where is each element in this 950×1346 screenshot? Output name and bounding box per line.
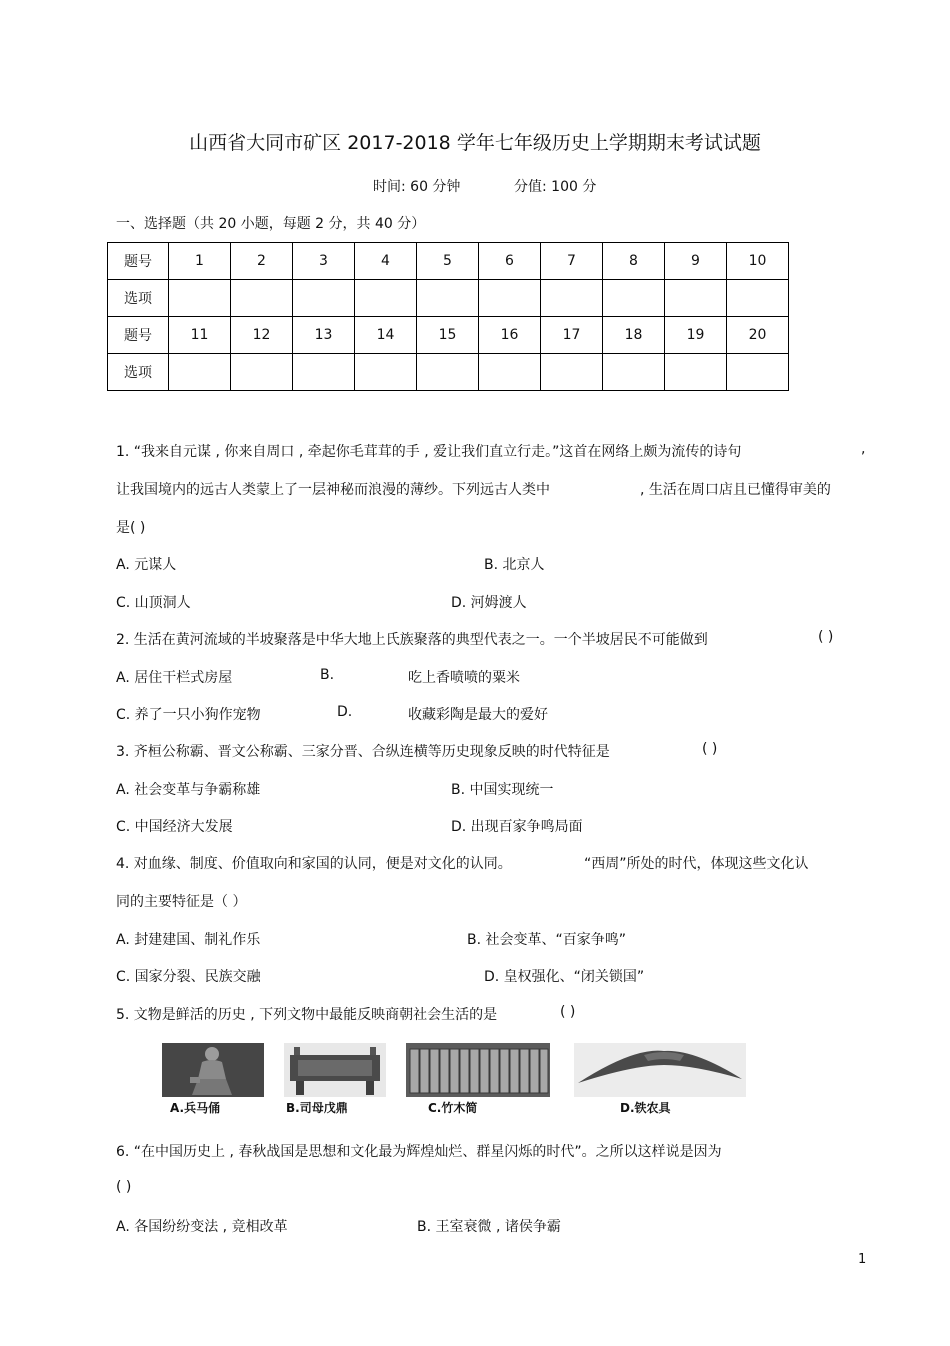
answer-cell[interactable]: [293, 280, 355, 317]
q6-option-b[interactable]: B. 王室衰微 , 诸侯争霸: [417, 1219, 561, 1235]
q3-option-d[interactable]: D. 出现百家争鸣局面: [451, 819, 583, 835]
q2-stem: 2. 生活在黄河流域的半坡聚落是中华大地上氏族聚落的典型代表之一。一个半坡居民不可能做到: [116, 632, 708, 648]
iron-tool-image[interactable]: [574, 1043, 746, 1121]
answer-cell[interactable]: [479, 280, 541, 317]
question-number: 20: [727, 317, 789, 354]
answer-cell[interactable]: [231, 354, 293, 391]
q6-option-a[interactable]: A. 各国纷纷变法 , 竞相改革: [116, 1219, 288, 1235]
question-number: 8: [603, 243, 665, 280]
q1-option-a[interactable]: A. 元谋人: [116, 557, 177, 573]
q2-option-d[interactable]: 收藏彩陶是最大的爱好: [408, 707, 548, 723]
caption-c: C.竹木简: [428, 1101, 478, 1115]
q1-stem-line1-tail: ,: [861, 441, 866, 457]
question-number: 7: [541, 243, 603, 280]
answer-cell[interactable]: [231, 280, 293, 317]
answer-cell[interactable]: [479, 354, 541, 391]
question-number: 10: [727, 243, 789, 280]
table-row: [108, 354, 789, 391]
q4-option-c[interactable]: C. 国家分裂、民族交融: [116, 969, 261, 985]
caption-b: B.司母戊鼎: [286, 1101, 348, 1115]
answer-cell[interactable]: [541, 354, 603, 391]
q2-option-c[interactable]: C. 养了一只小狗作宠物: [116, 707, 261, 723]
q5-answer-paren: ( ): [560, 1004, 576, 1020]
answer-cell[interactable]: [169, 280, 231, 317]
question-number: 13: [293, 317, 355, 354]
answer-cell[interactable]: [603, 354, 665, 391]
answer-cell[interactable]: [355, 354, 417, 391]
q1-stem-line3: 是( ): [116, 520, 146, 536]
question-number: 3: [293, 243, 355, 280]
q1-option-d[interactable]: D. 河姆渡人: [451, 595, 527, 611]
answer-cell[interactable]: [665, 354, 727, 391]
q4-option-d[interactable]: D. 皇权强化、“闭关锁国”: [484, 969, 645, 985]
page-number: 1: [858, 1252, 867, 1267]
row-label: 选项: [108, 354, 169, 391]
q4-stem-line2: 同的主要特征是（ ）: [116, 894, 247, 910]
q1-stem-line2: 让我国境内的远古人类蒙上了一层神秘而浪漫的薄纱。下列远古人类中: [116, 482, 550, 498]
q3-option-a[interactable]: A. 社会变革与争霸称雄: [116, 782, 261, 798]
question-number: 9: [665, 243, 727, 280]
question-number: 17: [541, 317, 603, 354]
q4-option-b[interactable]: B. 社会变革、“百家争鸣”: [467, 932, 627, 948]
artifact-images: [160, 1043, 750, 1121]
q6-answer-paren: ( ): [116, 1179, 132, 1195]
answer-cell[interactable]: [355, 280, 417, 317]
answer-cell[interactable]: [727, 280, 789, 317]
question-number: 19: [665, 317, 727, 354]
terracotta-warrior-image[interactable]: [162, 1043, 264, 1121]
question-number: 16: [479, 317, 541, 354]
answer-cell[interactable]: [603, 280, 665, 317]
caption-a: A.兵马俑: [170, 1101, 221, 1115]
q2-option-b-label[interactable]: B.: [320, 667, 335, 683]
row-label: 题号: [108, 243, 169, 280]
question-number: 18: [603, 317, 665, 354]
q1-stem-line2-tail: , 生活在周口店且已懂得审美的: [640, 482, 831, 498]
answer-cell[interactable]: [727, 354, 789, 391]
q3-stem: 3. 齐桓公称霸、晋文公称霸、三家分晋、合纵连横等历史现象反映的时代特征是: [116, 744, 610, 760]
question-number: 11: [169, 317, 231, 354]
question-number: 2: [231, 243, 293, 280]
caption-d: D.铁农具: [620, 1101, 671, 1115]
question-number: 5: [417, 243, 479, 280]
table-row: [108, 243, 789, 280]
question-number: 1: [169, 243, 231, 280]
q3-option-b[interactable]: B. 中国实现统一: [451, 782, 554, 798]
question-number: 15: [417, 317, 479, 354]
q5-stem: 5. 文物是鲜活的历史 , 下列文物中最能反映商朝社会生活的是: [116, 1007, 498, 1023]
q2-option-d-label[interactable]: D.: [337, 704, 353, 720]
q1-option-b[interactable]: B. 北京人: [484, 557, 545, 573]
total-score: 分值: 100 分: [514, 179, 597, 195]
q2-answer-paren: ( ): [818, 629, 834, 645]
q1-stem-line1: 1. “我来自元谋 , 你来自周口 , 牵起你毛茸茸的手 , 爱让我们直立行走。”这首在网络上颇为流传的诗句: [116, 444, 742, 460]
time-limit: 时间: 60 分钟: [373, 179, 461, 195]
question-number: 4: [355, 243, 417, 280]
q4-option-a[interactable]: A. 封建建国、制礼作乐: [116, 932, 261, 948]
answer-cell[interactable]: [169, 354, 231, 391]
question-number: 6: [479, 243, 541, 280]
question-number: 14: [355, 317, 417, 354]
section-heading: 一、选择题（共 20 小题，每题 2 分，共 40 分）: [116, 216, 426, 232]
table-row: [108, 280, 789, 317]
row-label: 题号: [108, 317, 169, 354]
bamboo-slips-image[interactable]: [406, 1043, 550, 1121]
q6-stem: 6. “在中国历史上 , 春秋战国是思想和文化最为辉煌灿烂、群星闪烁的时代”。之所以这样说是因为: [116, 1144, 722, 1160]
q2-option-a[interactable]: A. 居住干栏式房屋: [116, 670, 233, 686]
q4-stem-line1: 4. 对血缘、制度、价值取向和家国的认同，便是对文化的认同。: [116, 856, 512, 872]
q3-option-c[interactable]: C. 中国经济大发展: [116, 819, 233, 835]
answer-cell[interactable]: [417, 354, 479, 391]
simuwu-ding-image[interactable]: [284, 1043, 386, 1121]
q3-answer-paren: ( ): [702, 741, 718, 757]
q2-option-b[interactable]: 吃上香喷喷的粟米: [408, 670, 520, 686]
answer-cell[interactable]: [541, 280, 603, 317]
question-number: 12: [231, 317, 293, 354]
answer-cell[interactable]: [417, 280, 479, 317]
table-row: [108, 317, 789, 354]
q1-option-c[interactable]: C. 山顶洞人: [116, 595, 191, 611]
answer-table: [107, 242, 789, 391]
answer-cell[interactable]: [665, 280, 727, 317]
q4-stem-line1-tail: “西周”所处的时代，体现这些文化认: [584, 856, 809, 872]
row-label: 选项: [108, 280, 169, 317]
page-title: 山西省大同市矿区 2017-2018 学年七年级历史上学期期末考试试题: [189, 132, 761, 154]
answer-cell[interactable]: [293, 354, 355, 391]
